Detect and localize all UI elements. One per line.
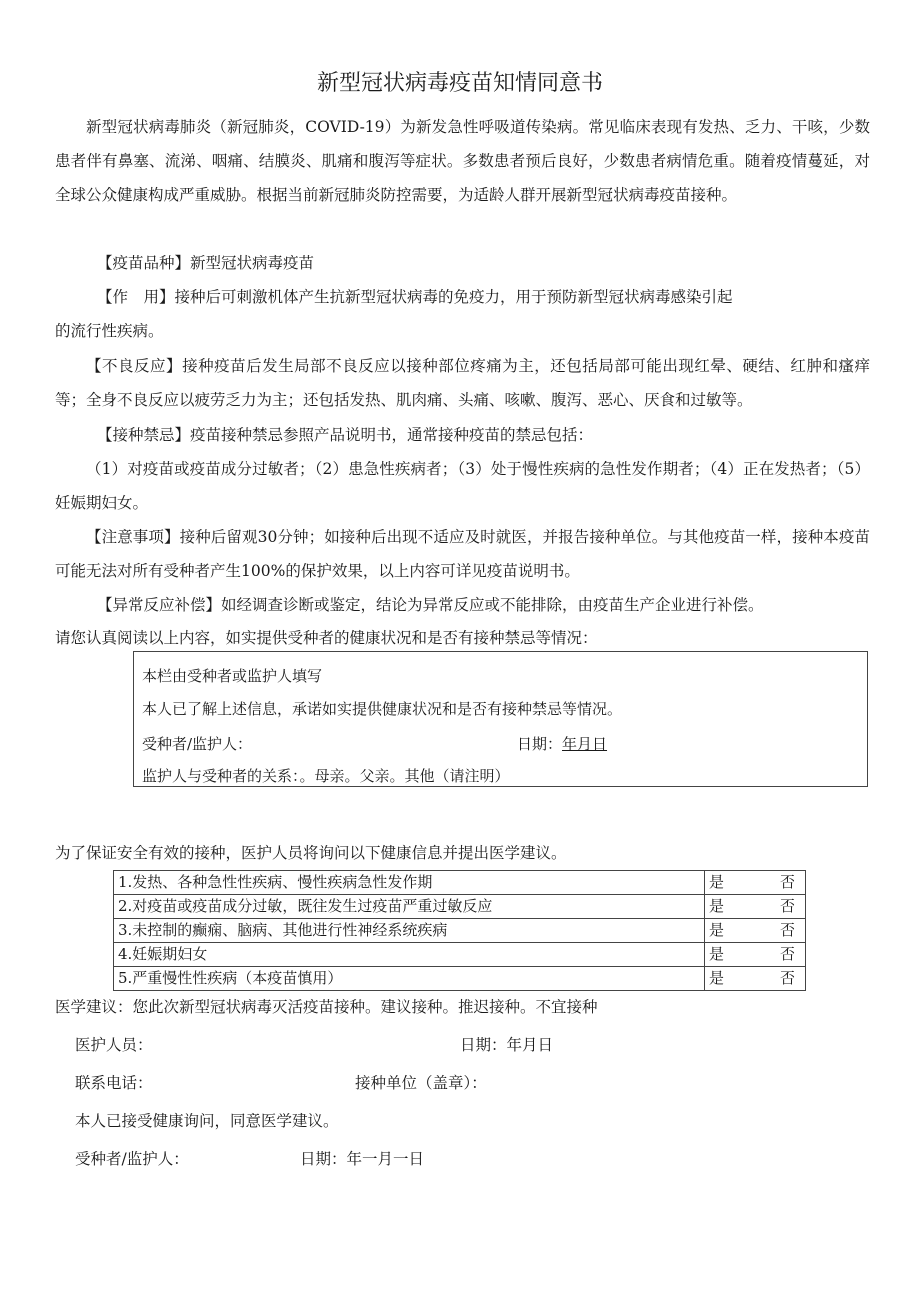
compensation-line <box>97 588 764 622</box>
box-date[interactable] <box>517 733 607 754</box>
answer-yes[interactable]: 是 <box>709 921 725 939</box>
answer-yes[interactable]: 是 <box>709 897 725 915</box>
effect-text: 接种后可刺激机体产生抗新型冠状病毒的免疫力，用于预防新型冠状病毒感染引起 <box>174 288 733 306</box>
medical-advice: 医学建议：您此次新型冠状病毒灭活疫苗接种。建议接种。推迟接种。不宜接种 <box>55 998 598 1016</box>
vaccine-type-label: 【疫苗品种】 <box>97 254 191 272</box>
answer-cell <box>705 895 806 919</box>
answer-no[interactable]: 否 <box>780 969 796 987</box>
answer-cell <box>705 871 806 895</box>
staff-label: 医护人员： <box>75 1036 153 1054</box>
contra-line <box>97 418 593 452</box>
adverse-text: 接种疫苗后发生局部不良反应以接种部位疼痛为主，还包括局部可能出现红晕、硬结、红肿和瘙痒等；全身不良反应以疲劳乏力为主；还包括发热、肌肉痛、头痛、咳嗽、腹泻、恶心、厌食和过敏等。 <box>55 357 870 409</box>
question-text: 3.未控制的癫痫、脑病、其他进行性神经系统疾病 <box>114 919 705 943</box>
contra-list: （1）对疫苗或疫苗成分过敏者；（2）患急性疾病者；（3）处于慢性疾病的急性发作期者；（4）正在发热者；（5）妊娠期妇女。 <box>55 460 870 512</box>
question-text: 4.妊娠期妇女 <box>114 943 705 967</box>
compensation-label: 【异常反应补偿】 <box>97 596 222 614</box>
adverse-label: 【不良反应】 <box>86 357 183 375</box>
health-intro: 为了保证安全有效的接种，医护人员将询问以下健康信息并提出医学建议。 <box>55 844 567 862</box>
contra-text: 疫苗接种禁忌参照产品说明书，通常接种疫苗的禁忌包括： <box>190 426 594 444</box>
table-row <box>114 919 806 943</box>
guardian-fill-box <box>133 651 868 787</box>
answer-yes[interactable]: 是 <box>709 969 725 987</box>
answer-cell <box>705 919 806 943</box>
box-date-value: 年月日 <box>562 735 608 753</box>
box-signer-label[interactable]: 受种者/监护人： <box>142 735 253 753</box>
final-date: 日期：年一月一日 <box>300 1150 425 1168</box>
answer-yes[interactable]: 是 <box>709 873 725 891</box>
box-relation[interactable]: 监护人与受种者的关系：。母亲。父亲。其他（请注明） <box>142 767 510 785</box>
health-question-table <box>113 870 806 991</box>
box-header: 本栏由受种者或监护人填写 <box>142 667 323 685</box>
compensation-text: 如经调查诊断或鉴定，结论为异常反应或不能排除，由疫苗生产企业进行补偿。 <box>221 596 764 614</box>
answer-cell <box>705 967 806 991</box>
vaccine-type-line <box>97 246 314 280</box>
notes-paragraph <box>55 520 870 588</box>
answer-no[interactable]: 否 <box>780 897 796 915</box>
effect-label: 【作 用】 <box>97 288 175 306</box>
page-title: 新型冠状病毒疫苗知情同意书 <box>316 71 603 96</box>
table-row <box>114 943 806 967</box>
answer-no[interactable]: 否 <box>780 945 796 963</box>
table-row <box>114 967 806 991</box>
answer-no[interactable]: 否 <box>780 873 796 891</box>
phone-label: 联系电话： <box>75 1074 153 1092</box>
notes-label: 【注意事项】 <box>86 528 180 546</box>
table-row <box>114 871 806 895</box>
question-text: 1.发热、各种急性性疾病、慢性疾病急性发作期 <box>114 871 705 895</box>
notes-text: 接种后留观30分钟；如接种后出现不适应及时就医，并报告接种单位。与其他疫苗一样，接种本疫苗可能无法对所有受种者产生100%的保护效果，以上内容可详见疫苗说明书。 <box>55 528 870 580</box>
answer-yes[interactable]: 是 <box>709 945 725 963</box>
adverse-paragraph <box>55 349 870 417</box>
intro-paragraph: 新型冠状病毒肺炎（新冠肺炎，COVID-19）为新发急性呼吸道传染病。常见临床表现有发热、乏力、干咳，少数患者伴有鼻塞、流涕、咽痛、结膜炎、肌痛和腹泻等症状。多数患者预后良好，少数患者病情危重。随着疫情蔓延，对全球公众健康构成严重威胁。根据当前新冠肺炎防控需要，为适龄人群开展新型冠状病毒疫苗接种。 <box>55 118 870 204</box>
consent-text: 本人已接受健康询问，同意医学建议。 <box>75 1112 339 1130</box>
read-prompt: 请您认真阅读以上内容，如实提供受种者的健康状况和是否有接种禁忌等情况： <box>55 629 598 647</box>
contra-label: 【接种禁忌】 <box>97 426 191 444</box>
answer-cell <box>705 943 806 967</box>
box-statement: 本人已了解上述信息，承诺如实提供健康状况和是否有接种禁忌等情况。 <box>142 700 623 718</box>
unit-label: 接种单位（盖章）： <box>355 1074 487 1092</box>
vaccine-type-text: 新型冠状病毒疫苗 <box>190 254 315 272</box>
staff-date: 日期：年月日 <box>460 1036 554 1054</box>
table-row <box>114 895 806 919</box>
question-text: 2.对疫苗或疫苗成分过敏，既往发生过疫苗严重过敏反应 <box>114 895 705 919</box>
question-text: 5.严重慢性性疾病（本疫苗慎用） <box>114 967 705 991</box>
final-signer: 受种者/监护人： <box>75 1150 189 1168</box>
box-date-label: 日期： <box>517 735 563 753</box>
answer-no[interactable]: 否 <box>780 921 796 939</box>
effect-line-2: 的流行性疾病。 <box>55 322 164 340</box>
effect-line <box>97 280 733 314</box>
